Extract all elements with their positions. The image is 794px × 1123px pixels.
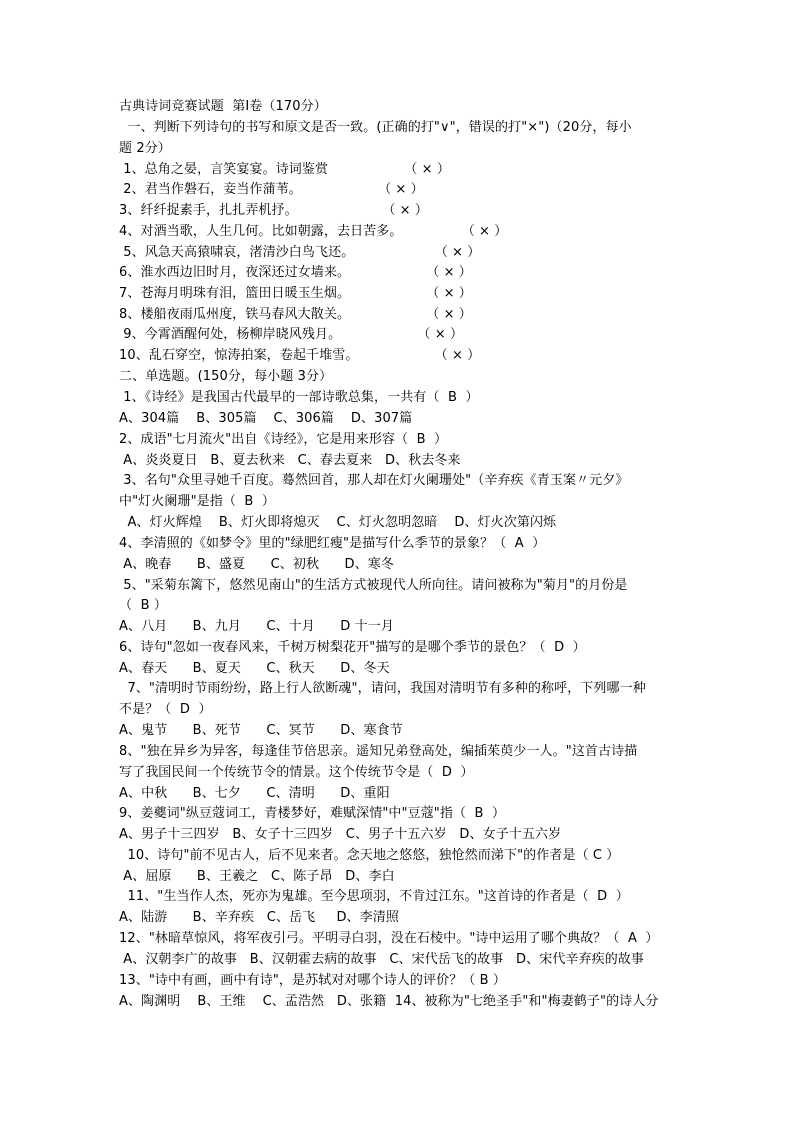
- question-3-options: A、灯火辉煌 B、灯火即将熄灭 C、灯火忽明忽暗 D、灯火次第闪烁: [119, 515, 557, 530]
- question-7: 7、"清明时节雨纷纷，路上行人欲断魂"，请问，我国对清明节有多种的称呼，下列哪一种: [119, 681, 646, 696]
- judge-item-9: 9、今霄酒醒何处，杨柳岸晓风残月。 （ × ）: [119, 327, 464, 342]
- doc-title: 古典诗词竞赛试题 第Ⅰ卷（170分）: [119, 99, 327, 114]
- question-10-options: A、屈原 B、王羲之 C、陈子昂 D、李白: [119, 869, 395, 884]
- question-2: 2、成语"七月流火"出自《诗经》，它是用来形容（ B ）: [119, 432, 448, 447]
- question-11-options: A、陆游 B、辛弃疾 C、岳飞 D、李清照: [119, 910, 399, 925]
- judge-item-7: 7、苍海月明珠有泪，篮田日暖玉生烟。 （ × ）: [119, 286, 472, 301]
- section-1-heading-cont: 题 2分）: [119, 141, 171, 156]
- question-2-options: A、炎炎夏日 B、夏去秋来 C、春去夏来 D、秋去冬来: [119, 453, 461, 468]
- question-4-options: A、晚春 B、盛夏 C、初秋 D、寒冬: [119, 557, 394, 572]
- question-4: 4、李清照的《如梦令》里的"绿肥红瘦"是描写什么季节的景象？（ A ）: [119, 536, 546, 551]
- question-12: 12、"林暗草惊风，将军夜引弓。平明寻白羽，没在石棱中。"诗中运用了哪个典故？（ A ）: [119, 931, 659, 946]
- question-6-options: A、春天 B、夏天 C、秋天 D、冬天: [119, 661, 390, 676]
- section-2-heading: 二、单选题。(150分，每小题 3分）: [119, 369, 333, 384]
- question-8-cont: 写了我国民间一个传统节令的情景。这个传统节令是（ D ）: [119, 765, 474, 780]
- judge-item-2: 2、君当作磐石，妾当作蒲苇。 （ × ）: [119, 182, 424, 197]
- question-13-options: A、陶渊明 B、王维 C、孟浩然 D、张籍 14、被称为"七绝圣手"和"梅妻鹤子"的诗人分: [119, 994, 659, 1009]
- question-8: 8、"独在异乡为异客，每逢佳节倍思亲。遥知兄弟登高处，编插茱萸少一人。"这首古诗描: [119, 744, 638, 759]
- judge-item-10: 10、乱石穿空，惊涛拍案，卷起千堆雪。 （ × ）: [119, 348, 481, 363]
- question-10: 10、诗句"前不见古人，后不见来者。念天地之悠悠，独怆然而涕下"的作者是（ C ）: [119, 848, 620, 863]
- question-5-options: A、八月 B、九月 C、十月 D 十一月: [119, 619, 394, 634]
- judge-item-3: 3、纤纤捉素手，扎扎弄机抒。 （ × ）: [119, 203, 428, 218]
- question-7-cont: 不是？（ D ）: [119, 702, 212, 717]
- judge-item-5: 5、风急天高猿啸哀，渚清沙白鸟飞还。 （ × ）: [119, 245, 481, 260]
- judge-item-8: 8、楼船夜雨瓜州度，铁马春风大散关。 （ × ）: [119, 307, 472, 322]
- question-5: 5、"采菊东篱下，悠然见南山"的生活方式被现代人所向往。请问被称为"菊月"的月份是: [119, 578, 628, 593]
- judge-item-6: 6、淮水西边旧时月，夜深还过女墙来。 （ × ）: [119, 265, 472, 280]
- question-1-options: A、304篇 B、305篇 C、306篇 D、307篇: [119, 411, 413, 426]
- question-1: 1、《诗经》是我国古代最早的一部诗歌总集，一共有（ B ）: [119, 390, 479, 405]
- question-5-cont: （ B ）: [119, 598, 167, 613]
- question-9: 9、姜夔词"纵豆蔻词工，青楼梦好，难赋深情"中"豆蔻"指（ B ）: [119, 806, 506, 821]
- question-9-options: A、男子十三四岁 B、女子十三四岁 C、男子十五六岁 D、女子十五六岁: [119, 827, 562, 842]
- question-11: 11、"生当作人杰，死亦为鬼雄。至今思项羽，不肯过江东。"这首诗的作者是（ D ）: [119, 889, 629, 904]
- question-3-cont: 中"灯火阑珊"是指（ B ）: [119, 494, 276, 509]
- question-3: 3、名句"众里寻她千百度。蓦然回首，那人却在灯火阑珊处"（辛弃疾《青玉案〃元夕》: [119, 473, 629, 488]
- section-1-heading: 一、判断下列诗句的书写和原文是否一致。(正确的打"∨"，错误的打"×")（20分，每小: [119, 120, 632, 135]
- judge-item-4: 4、对酒当歌，人生几何。比如朝露，去日苦多。 （ × ）: [119, 224, 508, 239]
- question-6: 6、诗句"忽如一夜春风来，千树万树梨花开"描写的是哪个季节的景色？（ D ）: [119, 640, 586, 655]
- question-12-options: A、汉朝李广的故事 B、汉朝霍去病的故事 C、宋代岳飞的故事 D、宋代辛弃疾的故事: [119, 952, 645, 967]
- question-13: 13、"诗中有画，画中有诗"，是苏轼对对哪个诗人的评价？（ B ）: [119, 973, 506, 988]
- judge-item-1: 1、总角之晏，言笑宴宴。诗词鉴赏 （ × ）: [119, 162, 450, 177]
- question-8-options: A、中秋 B、七夕 C、清明 D、重阳: [119, 786, 390, 801]
- question-7-options: A、鬼节 B、死节 C、冥节 D、寒食节: [119, 723, 403, 738]
